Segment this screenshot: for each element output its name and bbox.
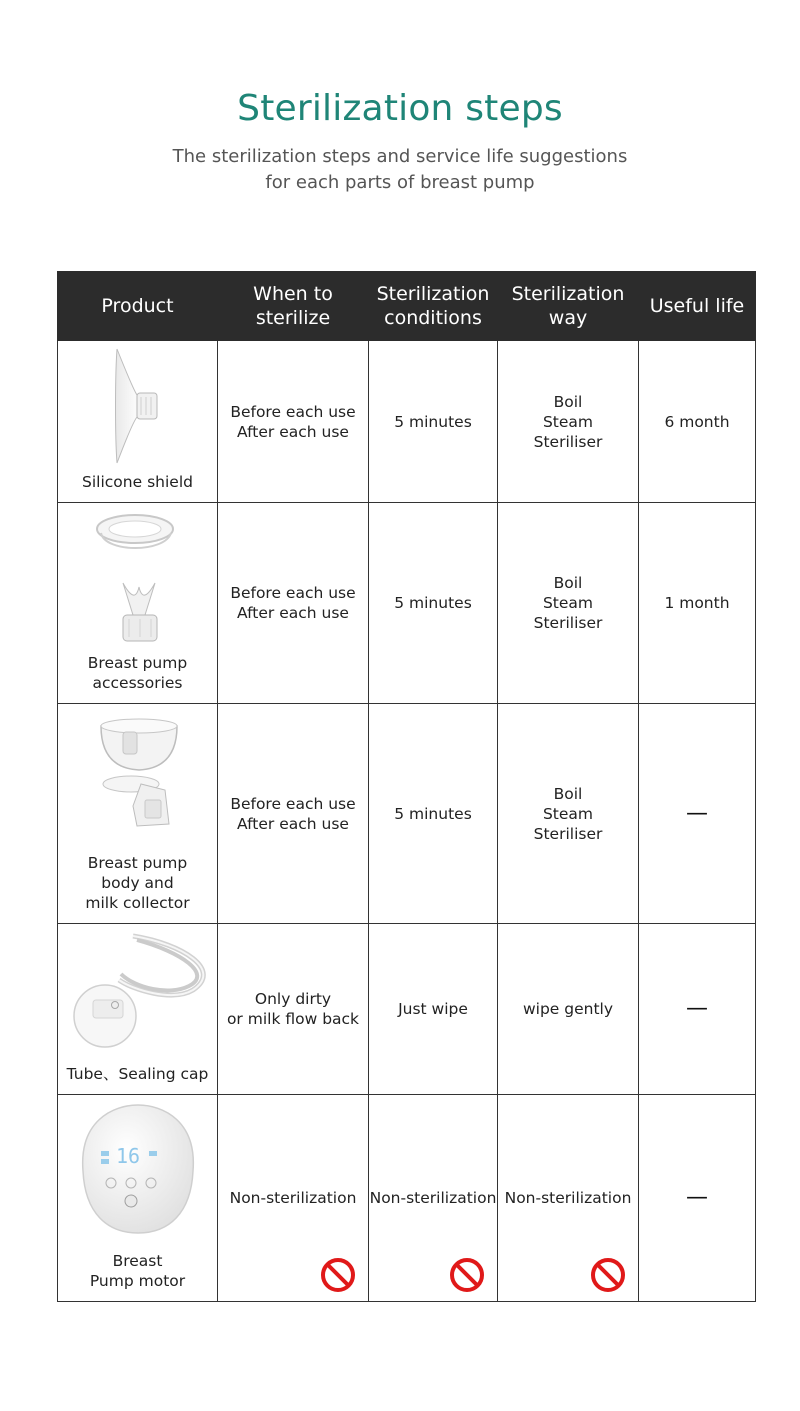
product-name: Breast Pump motor bbox=[89, 1252, 186, 1290]
header-conditions: Sterilization conditions bbox=[369, 272, 498, 341]
prohibited-icon bbox=[449, 1257, 485, 1293]
table-header-row bbox=[58, 272, 756, 341]
life-cell: — bbox=[639, 1095, 756, 1302]
pump-accessories-image bbox=[58, 509, 217, 649]
table-row bbox=[58, 341, 756, 503]
conditions-cell: Just wipe bbox=[369, 924, 498, 1095]
silicone-shield-image bbox=[58, 347, 217, 465]
way-cell: Boil Steam Steriliser bbox=[498, 341, 639, 503]
way-cell: Boil Steam Steriliser bbox=[498, 503, 639, 704]
sterilization-table bbox=[57, 271, 756, 1302]
header-when: When to sterilize bbox=[218, 272, 369, 341]
product-cell bbox=[58, 924, 218, 1095]
subtitle-line: The sterilization steps and service life suggestions bbox=[172, 146, 628, 167]
header-product: Product bbox=[58, 272, 218, 341]
way-cell: wipe gently bbox=[498, 924, 639, 1095]
table-row bbox=[58, 924, 756, 1095]
conditions-cell: 5 minutes bbox=[369, 503, 498, 704]
when-cell: Before each use After each use bbox=[218, 341, 369, 503]
tube-cap-image bbox=[58, 930, 217, 1050]
life-cell: — bbox=[639, 924, 756, 1095]
when-cell: Only dirty or milk flow back bbox=[218, 924, 369, 1095]
motor-display: 16 bbox=[115, 1144, 140, 1168]
product-name: Breast pump body and milk collector bbox=[85, 854, 190, 912]
product-cell bbox=[58, 704, 218, 924]
header-life: Useful life bbox=[639, 272, 756, 341]
subtitle-line: for each parts of breast pump bbox=[265, 172, 535, 193]
when-cell: Before each use After each use bbox=[218, 503, 369, 704]
life-cell: 6 month bbox=[639, 341, 756, 503]
conditions-cell: 5 minutes bbox=[369, 341, 498, 503]
table-row bbox=[58, 704, 756, 924]
prohibited-icon bbox=[320, 1257, 356, 1293]
way-cell: Non-sterilization bbox=[498, 1095, 639, 1302]
product-cell bbox=[58, 503, 218, 704]
way-cell: Boil Steam Steriliser bbox=[498, 704, 639, 924]
when-cell: Before each use After each use bbox=[218, 704, 369, 924]
product-name: Breast pump accessories bbox=[87, 654, 188, 692]
product-cell bbox=[58, 1095, 218, 1302]
product-name: Tube、Sealing cap bbox=[66, 1065, 209, 1083]
conditions-cell: Non-sterilization bbox=[369, 1095, 498, 1302]
table-row bbox=[58, 1095, 756, 1302]
header-way: Sterilization way bbox=[498, 272, 639, 341]
pump-motor-image bbox=[58, 1101, 217, 1241]
prohibited-icon bbox=[590, 1257, 626, 1293]
page-title: Sterilization steps bbox=[237, 88, 563, 129]
conditions-cell: 5 minutes bbox=[369, 704, 498, 924]
product-name: Silicone shield bbox=[82, 473, 193, 491]
life-cell: 1 month bbox=[639, 503, 756, 704]
life-cell: — bbox=[639, 704, 756, 924]
when-cell: Non-sterilization bbox=[218, 1095, 369, 1302]
table-row bbox=[58, 503, 756, 704]
pump-body-image bbox=[58, 710, 217, 840]
product-cell bbox=[58, 341, 218, 503]
page-subtitle bbox=[0, 144, 800, 196]
